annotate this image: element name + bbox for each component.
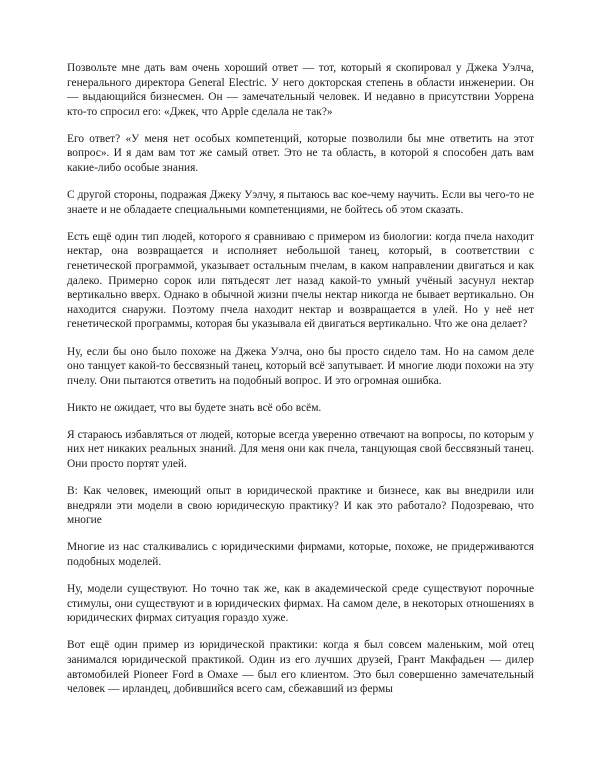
paragraph: Есть ещё один тип людей, которого я сравниваю с примером из биологии: когда пчела находит нектар, она возвращается и исполняет небольшой танец, который, в соответствии с генетической программой, указывает остальным пчелам, в каком направлении двигаться и как далеко. Примерно сорок или пятьдесят лет назад какой-то умный учёный засунул нектар вертикально вверх. Однако в обычной жизни пчелы нектар никогда не бывает вертикально. Он находится снаружи. Поэтому пчела находит нектар и возвращается в улей. Но у неё нет генетической программы, которая бы указывала ей двигаться вертикально. Что же она делает? — [67, 230, 534, 331]
paragraph: Позвольте мне дать вам очень хороший ответ — тот, который я скопировал у Джека Уэлча, генерального директора General Electric. У него докторская степень в области инженерии. Он — выдающийся бизнесмен. Он — замечательный человек. И недавно в присутствии Уоррена кто-то спросил его: «Джек, что Apple сделала не так?» — [67, 62, 534, 118]
paragraph: Я стараюсь избавляться от людей, которые всегда уверенно отвечают на вопросы, по которым у них нет никаких реальных знаний. Для меня они как пчела, танцующая свой бессвязный танец. Они просто портят улей. — [67, 428, 534, 471]
paragraph: Ну, модели существуют. Но точно так же, как в академической среде существуют порочные стимулы, они существуют и в юридических фирмах. На самом деле, в некоторых отношениях в юридических фирмах ситуация гораздо хуже. — [67, 583, 534, 625]
paragraph: Его ответ? «У меня нет особых компетенций, которые позволили бы мне ответить на этот вопрос». И я дам вам тот же самый ответ. Это не та область, в которой я способен дать вам какие-либо особые знания. — [67, 132, 534, 175]
paragraph: Вот ещё один пример из юридической практики: когда я был совсем маленьким, мой отец занимался юридической практикой. Один из его лучших друзей, Грант Макфадьен — дилер автомобилей Pioneer Ford в Омахе — был его клиентом. Это был совершенно замечательный человек — ирландец, добившийся всего сам, сбежавший из фермы — [67, 639, 534, 696]
document-text-column — [67, 61, 534, 697]
paragraph: Ну, если бы оно было похоже на Джека Уэлча, оно бы просто сидело там. Но на самом деле оно танцует какой-то бессвязный танец, который всё запутывает. И многие люди похожи на эту пчелу. Они пытаются ответить на подобный вопрос. И это огромная ошибка. — [67, 345, 534, 387]
paragraph: Многие из нас сталкивались с юридическими фирмами, которые, похоже, не придерживаются подобных моделей. — [67, 541, 534, 569]
paragraph: С другой стороны, подражая Джеку Уэлчу, я пытаюсь вас кое-чему научить. Если вы чего-то не знаете и не обладаете специальными компетенциями, не бойтесь об этом сказать. — [67, 189, 534, 216]
paragraph: Никто не ожидает, что вы будете знать всё обо всём. — [67, 401, 322, 414]
paragraph-question: В: Как человек, имеющий опыт в юридической практике и бизнесе, как вы внедрили или внедряли эти модели в свою юридическую практику? И как это работало? Подозреваю, что многие — [67, 485, 534, 527]
